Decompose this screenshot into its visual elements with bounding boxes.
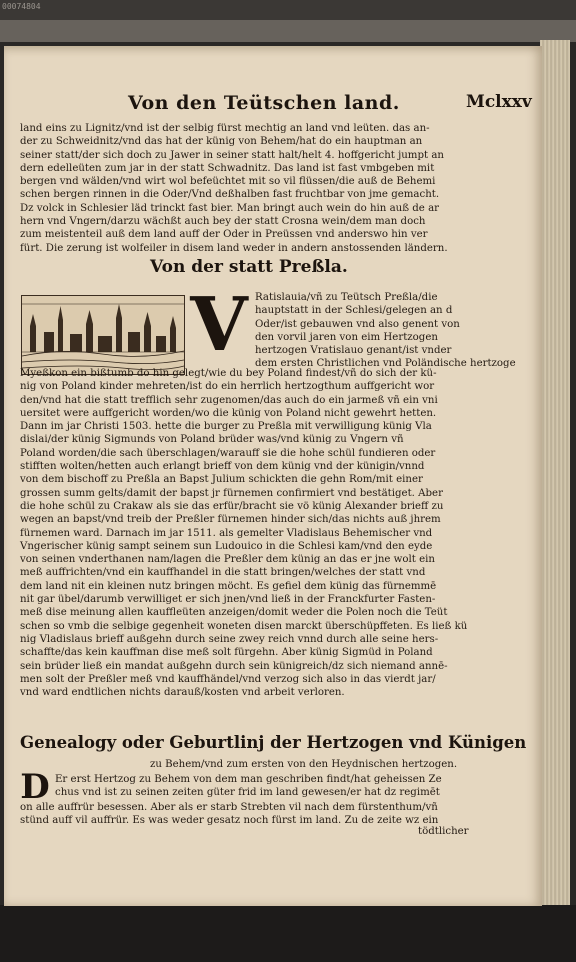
drop-cap-initial: V bbox=[190, 282, 248, 368]
text-line: dem land nit ein kleinen nutz bringen möcht. Es gefiel dem künig das fürnemmē bbox=[20, 580, 437, 592]
text-line: schen so vmb die selbige gegenheit woneten disen marckt überschüpffeten. Es ließ kü bbox=[20, 620, 468, 632]
drop-cap-initial: D bbox=[20, 767, 50, 807]
text-line: der zu Schweidnitz/vnd das hat der künig von Behem/hat do ein hauptman an bbox=[20, 136, 423, 148]
text-line: sein brüder ließ ein mandat außgehn durch sein künigreich/dz sich niemand annē- bbox=[20, 660, 448, 672]
text-line: hertzogen Vratislauo genant/ist vnder bbox=[255, 345, 452, 357]
text-line: wegen an bapst/vnd treib der Preßler fürnemen hinder sich/das nichts auß jhrem bbox=[20, 514, 441, 526]
text-line: dem ersten Christlichen vnd Poländische hertzoge bbox=[255, 358, 516, 370]
text-block-genealogy-start bbox=[55, 773, 442, 800]
text-line: hern vnd Vngern/darzu wächßt auch bey der statt Crosna wein/dem man doch bbox=[20, 216, 426, 228]
text-block-beside-image bbox=[255, 291, 516, 371]
text-line: den vorvil jaren von eim Hertzogen bbox=[255, 331, 438, 343]
running-header: Von den Teütschen land. bbox=[128, 92, 400, 114]
top-bar bbox=[0, 0, 576, 20]
text-line: meß auffrichten/vnd ein kauffhandel in die statt bringen/welches der statt vnd bbox=[20, 567, 426, 579]
text-line: schen bergen rinnen in die Oder/Vnd deßhalben fast fruchtbar von jme gemacht. bbox=[20, 189, 440, 201]
text-line: uersitet were auffgericht worden/wo die künig von Poland nicht gewehrt hetten. bbox=[20, 407, 437, 419]
text-line: dern edelleüten zum jar in der statt Schwadnitz. Das land ist fast vmbgeben mit bbox=[20, 162, 435, 174]
folio-number: Mclxxv bbox=[466, 92, 532, 112]
text-line: Dz volck in Schlesier läd trinckt fast bier. Man bringt auch wein do hin auß de ar bbox=[20, 202, 440, 214]
text-line: fürt. Die zerung ist wolfeiler in disem land weder in andern anstossenden ländern. bbox=[20, 242, 448, 254]
bottom-backdrop bbox=[0, 905, 576, 962]
text-line: men solt der Preßler meß vnd kauffhändel/vnd verzog sich also in das vierdt jar/ bbox=[20, 673, 436, 685]
text-line: Er erst Hertzog zu Behem von dem man geschriben findt/hat geheissen Ze bbox=[55, 774, 442, 785]
text-line: nit gar übel/darumb verwilliget er sich jnen/vnd ließ in der Franckfurter Fasten- bbox=[20, 594, 436, 606]
catalog-id: 00074804 bbox=[2, 2, 41, 11]
section-heading-pressla: Von der statt Preßla. bbox=[150, 257, 348, 277]
catchword: tödtlicher bbox=[418, 826, 469, 837]
text-line: fürnemen ward. Darnach im jar 1511. als gemelter Vladislaus Behemischer vnd bbox=[20, 527, 433, 539]
text-line: dislai/der künig Sigmunds von Poland brüder was/vnd künig zu Vngern vñ bbox=[20, 434, 404, 446]
page-edges bbox=[540, 40, 570, 910]
text-line: vnd ward endtlichen nichts darauß/kosten vnd arbeit verloren. bbox=[20, 687, 345, 699]
text-line: bergen vnd wälden/vnd wirt wol befeüchtet mit so vil flüssen/die auß de Behemi bbox=[20, 176, 436, 188]
text-line: Vngerischer künig sampt seinem sun Ludouico in die Schlesi kam/vnd den eyde bbox=[20, 540, 433, 552]
section-subheading: zu Behem/vnd zum ersten von den Heydnischen hertzogen. bbox=[150, 759, 458, 770]
text-line: Myeßkon ein bißtumb do hin gelegt/wie du bey Poland findest/vñ do sich der kü- bbox=[20, 368, 437, 379]
section-heading-genealogy: Genealogy oder Geburtlinj der Hertzogen vnd Künigen bbox=[20, 733, 527, 752]
text-line: stifften wolten/hetten auch erlangt brieff von dem künig vnd der künigin/vnnd bbox=[20, 461, 425, 473]
text-line: schaffte/das kein kauffman dise meß solt fürgehn. Aber künig Sigmüd in Poland bbox=[20, 647, 433, 659]
text-line: zum meistenteil auß dem land auff der Oder in Preüssen vnd anderswo hin ver bbox=[20, 229, 428, 241]
text-line: Ratislauia/vñ zu Teütsch Preßla/die bbox=[255, 292, 438, 303]
text-line: stünd auff vil auffrür. Es was weder gesatz noch fürst im land. Zu de zeite wz ein bbox=[20, 815, 439, 827]
city-woodcut-image bbox=[21, 295, 185, 375]
text-line: meß dise meinung allen kauffleüten anzeigen/domit weder die Polen noch die Teüt bbox=[20, 607, 448, 619]
text-line: Oder/ist gebauwen vnd also genent von bbox=[255, 318, 460, 330]
text-line: seiner statt/der sich doch zu Jawer in seiner statt halt/helt 4. hoffgericht jumpt an bbox=[20, 149, 444, 161]
text-line: die hohe schül zu Crakaw als sie das erfür/bracht sie vö künig Alexander brieff zu bbox=[20, 500, 444, 512]
text-line: von seinen vnderthanen nam/lagen die Preßler dem künig an das er jne wolt ein bbox=[20, 554, 435, 566]
book-shelf-backdrop bbox=[0, 20, 576, 42]
text-line: den/vnd hat die statt trefflich sehr zugenomen/das auch do ein jarmeß vñ ein vni bbox=[20, 394, 438, 406]
text-line: Poland worden/die sach überschlagen/warauff sie die hohe schül fundieren oder bbox=[20, 447, 436, 459]
text-line: nig von Poland kinder mehreten/ist do ein herrlich hertzogthum auffgericht wor bbox=[20, 381, 435, 393]
text-block-intro bbox=[20, 122, 448, 255]
text-line: von dem bischoff zu Preßla an Bapst Julium schickten die gehn Rom/mit einer bbox=[20, 474, 423, 486]
text-line: hauptstatt in der Schlesi/gelegen an d bbox=[255, 305, 453, 317]
text-line: chus vnd ist zu seinen zeiten güter frid im land gewesen/er hat dz regimēt bbox=[55, 787, 440, 799]
text-line: grossen summ gelts/damit der bapst jr fürnemen confirmiert vnd bestätiget. Aber bbox=[20, 487, 443, 499]
text-line: nig Vladislaus brieff außgehn durch seine zwey reich vnnd durch alle seine hers- bbox=[20, 633, 439, 645]
text-block-genealogy-cont bbox=[20, 801, 438, 828]
text-line: on alle auffrür besessen. Aber als er starb Strebten vil nach dem fürstenthum/vñ bbox=[20, 802, 438, 813]
text-line: Dann im jar Christi 1503. hette die burger zu Preßla mit verwilligung künig Vla bbox=[20, 421, 432, 433]
text-line: land eins zu Lignitz/vnd ist der selbig fürst mechtig an land vnd leüten. das an- bbox=[20, 123, 430, 134]
text-block-pressla-body bbox=[20, 367, 467, 699]
